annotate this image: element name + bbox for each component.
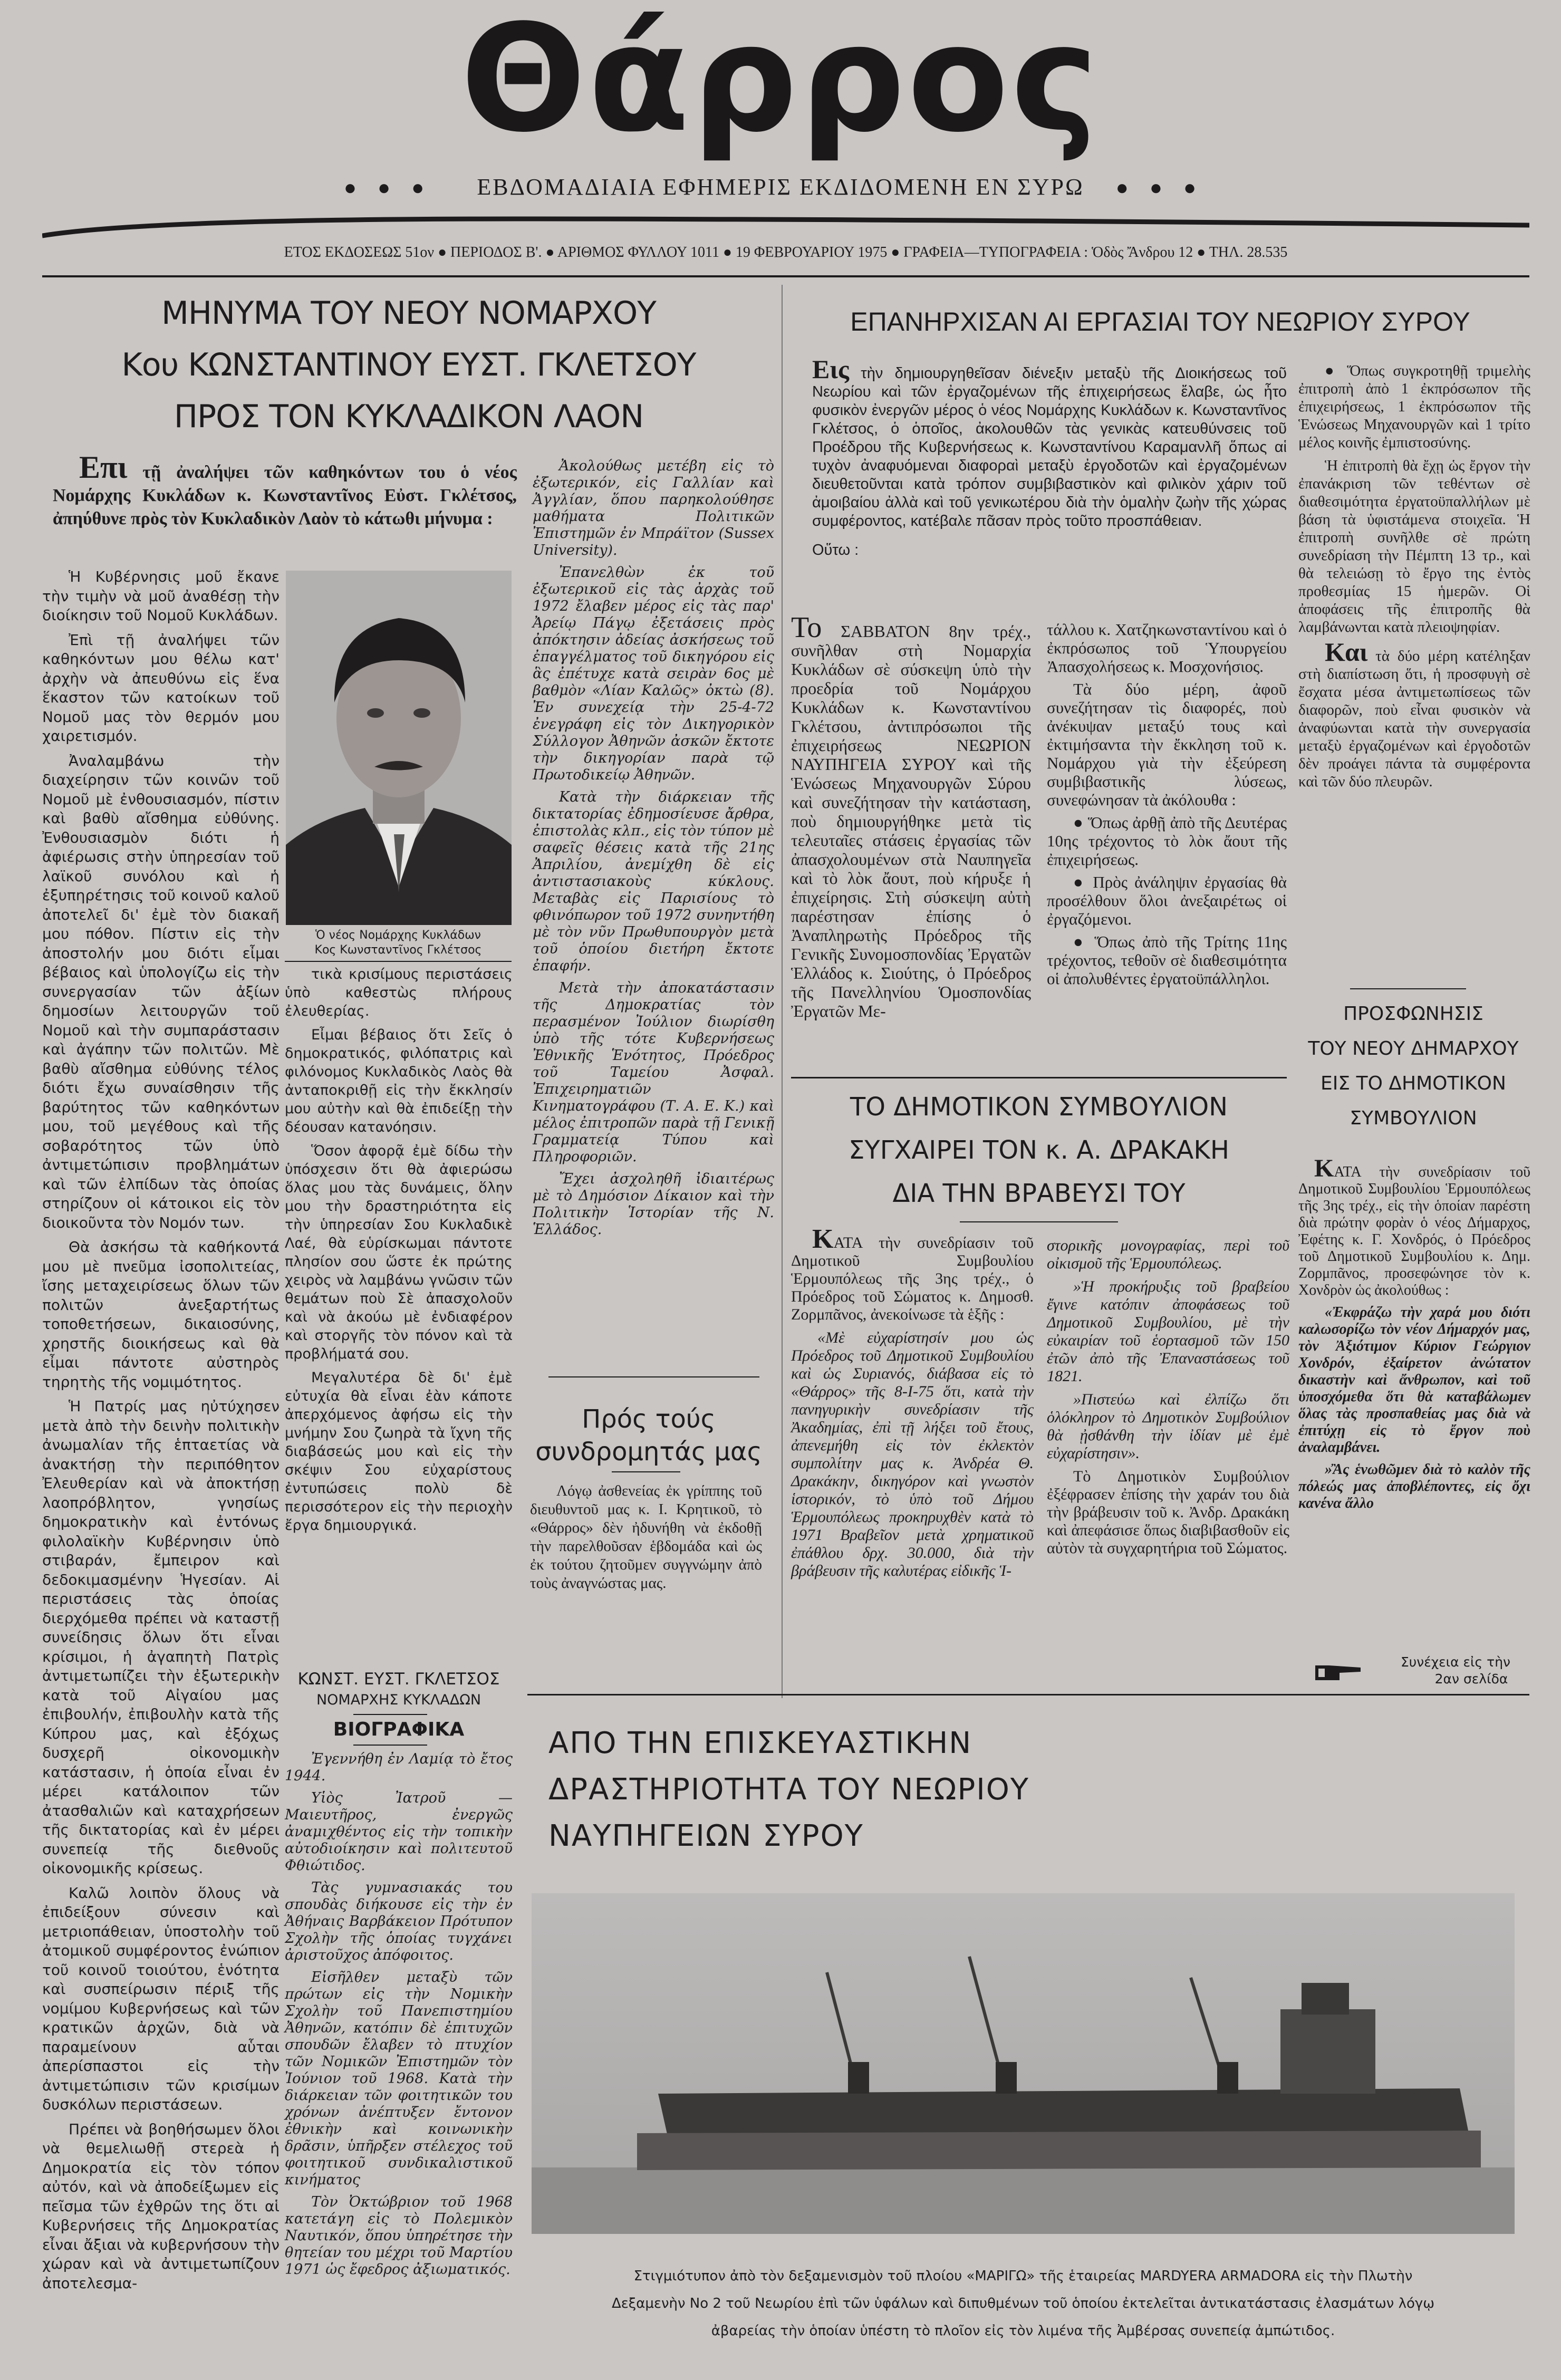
bullet-text: Ὅπως ἀπὸ τῆς Τρίτης 11ης τρέχοντος, τεθοῦν σὲ διαθεσιμότητα οἱ ἀπολυθέντες ἐργατοϋπάλληλοι.	[1047, 932, 1287, 988]
paragraph: Ἀκολούθως μετέβη εἰς τὸ ἐξωτερικόν, εἰς Γαλλίαν καὶ Ἀγγλίαν, ὅπου παρηκολούθησε μαθήματα Πολιτικῶν Ἐπιστημῶν ἐν Μπράϊτον (Sussex University).	[533, 458, 774, 558]
paragraph: ΑΤΑ τὴν συνεδρίασιν τοῦ Δημοτικοῦ Συμβουλίου Ἑρμουπόλεως τῆς 3ης τρέχ., εἰς τὴν ὁποίαν παρέστη διὰ πρώτην φορὰν ὁ νέος Δήμαρχος, Ἐφέτης κ. Γ. Χονδρός, ὁ Πρόεδρος τοῦ Δημοτικοῦ Συμβουλίου κ. Δημ. Ζορμπᾶνος, προσεφώνησε τὸν κ. Χονδρὸν ὡς ἀκολούθως :	[1298, 1164, 1530, 1298]
paragraph: τάλλου κ. Χατζηκωνσταντίνου καὶ ὁ ἐκπρόσωπος τοῦ Ὑπουργείου Ἀπασχολήσεως κ. Μοσχονήσιος.	[1047, 620, 1287, 676]
paragraph: ΑΤΑ τὴν συνεδρίασιν τοῦ Δημοτικοῦ Συμβουλίου Ἑρμουπόλεως τῆς 3ης τρέχ., ὁ Πρόεδρος τοῦ Σώματος κ. Δημοσθ. Ζορμπᾶνος, ἀνεκοίνωσε τὰ ἑξῆς :	[791, 1234, 1034, 1323]
masthead-subtitle	[0, 174, 1561, 201]
paragraph: Θὰ ἀσκήσω τὰ καθήκοντά μου μὲ πνεῦμα ἰσοπολιτείας, ἴσης μεταχειρίσεως ὅλων τῶν πολιτῶν ἀνεξαρτήτως τοποθετήσεων, δικαιοσύνης, χρηστῆς διοικήσεως καὶ θὰ εἶμαι πάντοτε αὐστηρὸς τηρητὴς τῆς νομιμότητος.	[42, 1238, 280, 1391]
bio-column-3	[533, 458, 774, 1244]
bullet-item: ● Ὅπως ἀρθῇ ἀπὸ τῆς Δευτέρας 10ης τρέχοντος τὸ λὸκ ἄουτ τῆς ἐπιχειρήσεως.	[1047, 813, 1287, 869]
subscribers-heading	[522, 1403, 775, 1468]
paragraph: Λόγῳ ἀσθενείας ἐκ γρίππης τοῦ διευθυντοῦ μας κ. Ι. Κρητικοῦ, τὸ «Θάρρος» δὲν ἠδυνήθη νὰ ἐκδοθῇ τὴν παρελθοῦσαν ἑβδομάδα καὶ ὡς ἐκ τούτου ζητοῦμεν συγγνώμην ἀπὸ τοὺς ἀναγνώστας μας.	[530, 1482, 762, 1592]
paragraph: Εἶμαι βέβαιος ὅτι Σεῖς ὁ δημοκρατικός, φιλόπατρις καὶ φιλόνομος Κυκλαδικὸς Λαὸς θὰ ἀνταποκριθῇ εἰς τὴν ἔκκλησίν μου αὐτὴν καὶ θὰ ἐπιδείξῃ τὴν δέουσαν κατανόησιν.	[285, 1027, 513, 1135]
headline-line: ΜΗΝΥΜΑ ΤΟΥ ΝΕΟΥ ΝΟΜΑΡΧΟΥ	[161, 295, 656, 332]
quote-paragraph: στορικῆς μονογραφίας, περὶ τοῦ οἰκισμοῦ τῆς Ἑρμουπόλεως.	[1047, 1237, 1289, 1272]
paragraph: Καλῶ λοιπὸν ὅλους νὰ ἐπιδείξουν σύνεσιν καὶ μετριοπάθειαν, ὑποστολὴν τοῦ ἀτομικοῦ συμφέροντος ἐνώπιον τοῦ κοινοῦ τοιούτου, ἑνότητα καὶ συσπείρωσιν πέριξ τῆς νομίμου Κυβερνήσεως καὶ τῶν κρατικῶν ἀρχῶν, διὰ νὰ παραμείνουν αὗται ἀπερίσπαστοι εἰς τὴν ἀντιμετώπισιν τῶν κρισίμων δυσκόλων περιστάσεων.	[42, 1884, 280, 2113]
paragraph: Ἡ ἐπιτροπὴ θὰ ἔχῃ ὡς ἔργον τὴν ἐπανάκριση τῶν τεθέντων σὲ διαθεσιμότητα ἐργατοϋπαλλήλων μὲ βάση τὰ ὑφιστάμενα στοιχεῖα. Ἡ ἐπιτροπὴ συνῆλθε σὲ πρώτη συνεδρίαση τὴν Πέμπτη 13 τρ., καὶ θὰ τελειώσῃ τὸ ἔργο της ἐντὸς προθεσμίας 15 ἡμερῶν. Οἱ ἀποφάσεις τῆς ἐπιτροπῆς θὰ λαμβάνωνται κατὰ πλειοψηφίαν.	[1298, 457, 1530, 635]
paragraph: ΣΑΒΒΑΤΟΝ 8ην τρέχ., συνῆλθαν στὴ Νομαρχία Κυκλάδων σὲ σύσκεψη ὑπὸ τὴν προεδρία τοῦ Νομάρχου Κυκλάδων κ. Κωνσταντίνου Γκλέτσου, ἀντιπρόσωποι τῆς ἐπιχειρήσεως ΝΕΩΡΙΟΝ ΝΑΥΠΗΓΕΙΑ ΣΥΡΟΥ καὶ τῆς Ἑνώσεως Μηχανουργῶν Σύρου καὶ συνεζήτησαν τὴν κατάσταση, ποὺ δημιουργήθηκε μετὰ τὶς τελευταῖες στάσεις ἐργασίας τῶν ἀπασχολουμένων στὰ Ναυπηγεῖα καὶ τὸ λὸκ ἄουτ, ποὺ κήρυξε ἡ ἐπιχείρησις. Στὴ σύσκεψη αὐτὴ παρέστησαν ἐπίσης ὁ Ἀναπληρωτὴς Πρόεδρος τῆς Γενικῆς Συνομοσπονδίας Ἐργατῶν Ἑλλάδος κ. Σιούτης, ὁ Πρόεδρος τῆς Πανελληνίου Ὁμοσπονδίας Ἐργατῶν Με-	[791, 622, 1031, 1020]
shipyard-column-2	[1047, 620, 1287, 988]
headline-line: ΕΙΣ ΤΟ ΔΗΜΟΤΙΚΟΝ	[1321, 1073, 1506, 1094]
divider	[612, 1471, 680, 1472]
divider	[42, 275, 1529, 277]
divider	[960, 1221, 1118, 1222]
mayor-text	[1298, 1154, 1530, 1517]
paragraph: Ἐπὶ τῇ ἀναλήψει τῶν καθηκόντων μου θέλω κατ' ἀρχὴν νὰ ἀπευθύνω εἰς ἕνα ἕκαστον τῶν κατοίκων τοῦ Νομοῦ μας τὸν θερμόν μου χαιρετισμόν.	[42, 631, 280, 745]
council-headline	[791, 1085, 1287, 1215]
headline-line: ΔΙΑ ΤΗΝ ΒΡΑΒΕΥΣΙ ΤΟΥ	[892, 1179, 1186, 1208]
continued-link[interactable]	[1382, 1654, 1529, 1688]
divider	[285, 961, 512, 962]
headline-line: ΠΡΟΣ ΤΟΝ ΚΥΚΛΑΔΙΚΟΝ ΛΑΟΝ	[174, 398, 644, 435]
paragraph: Ἡ Κυβέρνησις μοῦ ἔκανε τὴν τιμὴν νὰ μοῦ ἀναθέσῃ τὴν διοίκησιν τοῦ Νομοῦ Κυκλάδων.	[42, 568, 280, 624]
paragraph: Τὰ δύο μέρη, ἀφοῦ συνεζήτησαν τὶς διαφορές, ποὺ ἀνέκυψαν μεταξύ τους καὶ ἐκτιμήσαντα τὴν ἔκκληση τοῦ κ. Νομάρχου γιὰ τὴν ἐξεύρεση συμβιβαστικῆς λύσεως, συνεφώνησαν τὰ ἀκόλουθα :	[1047, 680, 1287, 809]
nomarch-lead	[53, 450, 517, 531]
paragraph: Υἱὸς Ἰατροῦ — Μαιευτῆρος, ἐνεργῶς ἀναμιχθέντος εἰς τὴν τοπικὴν αὐτοδιοίκησιν καὶ πολιτευτοῦ Φθιώτιδος.	[285, 1790, 513, 1874]
dots-ornament: ●●●	[343, 176, 446, 199]
subtitle-text: ΕΒΔΟΜΑΔΙΑΙΑ ΕΦΗΜΕΡΙΣ ΕΚΔΙΔΟΜΕΝΗ ΕΝ ΣΥΡΩ	[477, 174, 1084, 200]
masthead	[0, 0, 1561, 163]
paragraph: Πρέπει νὰ βοηθήσωμεν ὅλοι νὰ θεμελιωθῇ στερεὰ ἡ Δημοκρατία εἰς τὸν τόπον αὐτόν, καὶ νὰ ἀποδείξωμεν εἰς πεῖσμα τῶν ἐχθρῶν της ὅτι αἱ Κυβερνήσεις τῆς Δημοκρατίας εἶναι ἄξιαι νὰ κυβερνήσουν τὴν χώραν καὶ νὰ ἀντιμετωπίζουν ἀποτελεσμα-	[42, 2120, 280, 2292]
drop-cap: Και	[1325, 637, 1368, 667]
outo-text: Οὕτω :	[812, 542, 859, 558]
caption-line: Κος Κωνσταντῖνος Γκλέτσος	[314, 943, 482, 957]
council-column-2	[1047, 1237, 1289, 1563]
paragraph: Ἡ Πατρίς μας ηὐτύχησεν μετὰ ἀπὸ τὴν δεινὴν πολιτικὴν ἀνωμαλίαν τῆς ἑπταετίας νὰ ἀνακτήσῃ τὴν περιπόθητον Ἐλευθερίαν καὶ νὰ ἀποκτήσῃ λαοπρόβλητον, γνησίως δημοκρατικὴν καὶ ἐντόνως φιλολαϊκὴν Κυβέρνησιν ὑπὸ στιβαράν, ἔμπειρον καὶ δεδοκιμασμένην Ἡγεσίαν. Αἱ περιστάσεις τὰς ὁποίας διερχόμεθα πρέπει νὰ καταστῇ συνείδησις ὅλων ὅτι εἶναι κρίσιμοι, ἡ ἀγαπητὴ Πατρὶς ἀντιμετωπίζει τὴν ἐξωτερικὴν κατὰ τοῦ Αἰγαίου μας ἐπιβουλήν, ἐπιβουλὴν κατὰ τῆς Κύπρου μας, καὶ ἐξόχως δυσχερῆ οἰκονομικὴν κατάστασιν, ἡ ὁποία εἶναι ἐν μέρει κατάλοιπον τῶν ἀτασθαλιῶν καὶ καταχρήσεων τῆς δικτατορίας καὶ ἐν μέρει συνεπείᾳ τῆς διεθνοῦς οἰκονομικῆς κρίσεως.	[42, 1398, 280, 1877]
divider	[353, 1714, 427, 1715]
bullet-item: ● Ὅπως συγκροτηθῇ τριμελὴς ἐπιτροπὴ ἀπὸ 1 ἐκπρόσωπον τῆς ἐπιχειρήσεως, 1 ἐκπρόσωπον τῆς Ἑνώσεως Μηχανουργῶν καὶ 1 τρίτο μέλος κοινῆς ἐμπιστοσύνης.	[1298, 362, 1530, 451]
headline-line: ΣΥΜΒΟΥΛΙΟΝ	[1350, 1107, 1477, 1129]
drop-cap: Επι	[79, 450, 128, 485]
shipyard-lead	[812, 354, 1287, 560]
drop-cap: Κ	[1314, 1154, 1334, 1182]
quote-paragraph: »Πιστεύω καὶ ἐλπίζω ὅτι ὁλόκληρον τὸ Δημοτικὸν Συμβούλιον θὰ ᾐσθάνθη τὴν ἰδίαν μὲ ἐμὲ εὐχαρίστησιν».	[1047, 1391, 1289, 1462]
repair-headline	[548, 1720, 1287, 1859]
quote-paragraph: »Ἡ προκήρυξις τοῦ βραβείου ἔγινε κατόπιν ἀποφάσεως τοῦ Δημοτικοῦ Συμβουλίου, μὲ τὴν εὐκαιρίαν τοῦ ἑορτασμοῦ τῶν 150 ἐτῶν ἀπὸ τῆς Ἐπαναστάσεως τοῦ 1821.	[1047, 1278, 1289, 1385]
headline-line: ΔΡΑΣΤΗΡΙΟΤΗΤΑ ΤΟΥ ΝΕΩΡΙΟΥ	[548, 1772, 1030, 1807]
bullet-item: ● Πρὸς ἀνάληψιν ἐργασίας θὰ προσέλθουν ὅλοι ἀνεξαιρέτως οἱ ἐργαζόμενοι.	[1047, 873, 1287, 928]
issue-info-line: ΕΤΟΣ ΕΚΔΟΣΕΩΣ 51ον ● ΠΕΡΙΟΔΟΣ Β'. ● ΑΡΙΘΜΟΣ ΦΥΛΛΟΥ 1011 ● 19 ΦΕΒΡΟΥΑΡΙΟΥ 1975 ● ΓΡΑΦΕΙΑ—ΤΥΠΟΓΡΑΦΕΙΑ : Ὁδὸς Ἄνδρου 12 ● ΤΗΛ. 28.535	[284, 244, 1288, 261]
headline-line: ΤΟΥ ΝΕΟΥ ΔΗΜΑΡΧΟΥ	[1308, 1038, 1519, 1059]
lead-text: τὴν δημιουργηθεῖσαν διένεξιν μεταξὺ τῆς Διοικήσεως τοῦ Νεωρίου καὶ τῶν ἐργαζομένων τῆς ἐπιχειρήσεως ἔλαβε, ὡς ἦτο φυσικὸν ἐνεργῶν μέρος ὁ νέος Νομάρχης Κυκλάδων κ. Κωνσταντῖνος Γκλέτσος, ὁ ὁποῖος, ἀκολουθῶν τὰς γενικὰς κατευθύνσεις τοῦ Προέδρου τῆς Κυβερνήσεως κ. Κωνσταντίνου Καραμανλῆ ὅπως αἱ τυχὸν ἀναφυόμεναι διαφοραὶ μεταξὺ ἐργοδοτῶν καὶ ἐργαζομένων διευθετοῦνται κατὰ τρόπον συμβιβαστικὸν καὶ φιλικὸν χάριν τοῦ ἀμοιβαίου ἀλλὰ καὶ τοῦ γενικωτέρου διὰ τὴν ὁμαλὴν ζωὴν τῆς χώρας συμφέροντος, κατέβαλε πᾶσαν πρὸς τοῦτο προσπάθειαν.	[812, 365, 1287, 529]
mayor-headline	[1295, 997, 1532, 1136]
paragraph: Μετὰ τὴν ἀποκατάστασιν τῆς Δημοκρατίας τὸν περασμένον Ἰούλιον διωρίσθη ὑπὸ τῆς τότε Κυβερνήσεως Ἐθνικῆς Ἑνότητος, Πρόεδρος τοῦ Ταμείου Ἀσφαλ. Ἐπιχειρηματιῶν Κινηματογράφου (Τ. Α. Ε. Κ.) καὶ μέλος ἐπιτροπῶν παρὰ τῇ Γενικῇ Γραμματείᾳ Τύπου καὶ Πληροφοριῶν.	[533, 980, 774, 1165]
paragraph: Εἰσῆλθεν μεταξὺ τῶν πρώτων εἰς τὴν Νομικὴν Σχολὴν τοῦ Πανεπιστημίου Ἀθηνῶν, κατόπιν δὲ ἐπιτυχῶν σπουδῶν ἔλαβεν τὸ πτυχίον τῶν Νομικῶν Ἐπιστημῶν τὸν Ἰούνιον τοῦ 1968. Κατὰ τὴν διάρκειαν τῶν φοιτητικῶν του χρόνων ἀνέπτυξεν ἔντονον ἐθνικὴν καὶ κοινωνικὴν δρᾶσιν, ὑπῆρξεν στέλεχος τοῦ φοιτητικοῦ συνδικαλιστικοῦ κινήματος	[285, 1969, 513, 2188]
quote-paragraph: »Ἂς ἑνωθῶμεν διὰ τὸ καλὸν τῆς πόλεώς μας ἀποβλέποντες, εἰς ὄχι κανένα ἄλλο	[1298, 1461, 1530, 1511]
paragraph: Μεγαλυτέρα δὲ δι' ἐμὲ εὐτυχία θὰ εἶναι ἐὰν κάποτε ἀπερχόμενος ἀφήσω εἰς τὴν μνήμην Σου ζωηρὰ τὰ ἴχνη τῆς διαβάσεώς μου καὶ εἰς τὴν σκέψιν Σου εὐχαρίστους ἐντυπώσεις πολὺ δὲ περισσότερον εἰς τὴν περιοχὴν ἔργα δημιουργικά.	[285, 1370, 513, 1534]
headline-line: ΤΟ ΔΗΜΟΤΙΚΟΝ ΣΥΜΒΟΥΛΙΟΝ	[850, 1092, 1228, 1122]
shipyard-headline: ΕΠΑΝΗΡΧΙΣΑΝ ΑΙ ΕΡΓΑΣΙΑΙ ΤΟΥ ΝΕΩΡΙΟΥ ΣΥΡΟΥ	[850, 307, 1470, 336]
bio-column-2	[285, 1751, 513, 2283]
nomarch-column-2	[285, 965, 513, 1540]
council-column-1	[791, 1224, 1034, 1585]
quote-paragraph: «Μὲ εὐχαρίστησίν μου ὡς Πρόεδρος τοῦ Δημοτικοῦ Συμβουλίου καὶ ὡς Συριανός, διάβασα εἰς τὸ «Θάρρος» τῆς 8-Ι-75 ὅτι, κατὰ τὴν πανηγυρικὴν συνεδρίασιν τῆς Ἀκαδημίας, ἐπὶ τῇ λήξει τοῦ ἔτους, ἀπενεμήθη εἰς τὸν ἐκλεκτὸν συμπολίτην μας κ. Ἀνδρέα Θ. Δρακάκην, δικηγόρον καὶ γνωστὸν ἱστορικόν, τὸ ὑπὸ τοῦ Δήμου Ἑρμουπόλεως προκηρυχθὲν κατὰ τὸ 1971 Βραβεῖον μετὰ χρηματικοῦ ἐπάθλου δρχ. 30.000, διὰ τὴν βράβευσιν τῆς καλυτέρας εἰδικῆς Ἱ-	[791, 1329, 1034, 1579]
signature	[285, 1669, 513, 1711]
headline-line: Κου ΚΩΝΣΤΑΝΤΙΝΟΥ ΕΥΣΤ. ΓΚΛΕΤΣΟΥ	[121, 346, 696, 383]
dots-ornament: ●●●	[1115, 176, 1218, 199]
caption-line: Στιγμιότυπον ἀπὸ τὸν δεξαμενισμὸν τοῦ πλοίου «ΜΑΡΙΓΩ» τῆς ἑταιρείας MARDYERA ARMADORA εἰς τὴν Πλωτὴν	[633, 2268, 1413, 2284]
bullet-item: ● Ὅπως ἀπὸ τῆς Τρίτης 11ης τρέχοντος, τεθοῦν σὲ διαθεσιμότητα οἱ ἀπολυθέντες ἐργατοϋπάλληλοι.	[1047, 932, 1287, 988]
paragraph: Ἔχει ἀσχοληθῆ ἰδιαιτέρως μὲ τὸ Δημόσιον Δίκαιον καὶ τὴν Πολιτικὴν Ἱστορίαν τῆς Ν. Ἑλλάδος.	[533, 1171, 774, 1238]
divider	[548, 1376, 759, 1377]
column-rule	[782, 285, 783, 1698]
heading-line: Πρός τούς	[582, 1404, 716, 1434]
paragraph: Τὸν Ὀκτώβριον τοῦ 1968 κατετάγη εἰς τὸ Πολεμικὸν Ναυτικόν, ὅπου ὑπηρέτησε τὴν θητείαν του μέχρι τοῦ Μαρτίου 1971 ὡς ἔφεδρος ἀξιωματικός.	[285, 2194, 513, 2278]
signature-name: ΚΩΝΣΤ. ΕΥΣΤ. ΓΚΛΕΤΣΟΣ	[297, 1670, 500, 1689]
paragraph: Κατὰ τὴν διάρκειαν τῆς δικτατορίας ἐδημοσίευσε ἄρθρα, ἐπιστολὰς κλπ., εἰς τὸν τύπον μὲ σαφεῖς θέσεις κατὰ τῆς 21ης Ἀπριλίου, ἀνεμίχθη δὲ εἰς ἀντιστασιακοὺς κύκλους. Μεταβὰς εἰς Παρισίους τὸ φθινόπωρον τοῦ 1972 συνηντήθη μὲ τὸν νῦν Πρωθυπουργὸν μετὰ τοῦ ὁποίου διετήρη ἔκτοτε ἐπαφήν.	[533, 789, 774, 974]
ship-photo-caption	[533, 2262, 1514, 2345]
bullet-text: Πρὸς ἀνάληψιν ἐργασίας θὰ προσέλθουν ὅλοι ἀνεξαιρέτως οἱ ἐργαζόμενοι.	[1047, 873, 1287, 928]
newspaper-logo: Θάρρος	[460, 0, 1101, 165]
paragraph: Ἐπανελθὼν ἐκ τοῦ ἐξωτερικοῦ εἰς τὰς ἀρχὰς τοῦ 1972 ἔλαβεν μέρος εἰς τὰς παρ' Ἀρείῳ Πάγῳ ἐξετάσεις πρὸς ἀπόκτησιν ἀδείας ἀσκήσεως τοῦ ἐπαγγέλματος τοῦ δικηγόρου εἰς ἃς ἐπέτυχε κατὰ σειρὰν 6ος μὲ βαθμὸν «Λίαν Καλῶς» ὀκτὼ (8). Ἐν συνεχείᾳ τὴν 25-4-72 ἐνεγράφη εἰς τὸν Δικηγορικὸν Σύλλογον Ἀθηνῶν ἀσκῶν ἔκτοτε τὴν δικηγορίαν παρὰ τῷ Πρωτοδικείῳ Ἀθηνῶν.	[533, 564, 774, 783]
bullet-text: Ὅπως ἀρθῇ ἀπὸ τῆς Δευτέρας 10ης τρέχοντος τὸ λὸκ ἄουτ τῆς ἐπιχειρήσεως.	[1047, 813, 1287, 869]
divider	[1350, 988, 1466, 989]
headline-line: ΑΠΟ ΤΗΝ ΕΠΙΣΚΕΥΑΣΤΙΚΗΝ	[548, 1726, 972, 1760]
paragraph: τικὰ κρισίμους περιστάσεις ὑπὸ καθεστὼς πλήρους ἐλευθερίας.	[285, 966, 513, 1019]
divider	[791, 1077, 1287, 1078]
shipyard-column-1	[791, 611, 1031, 1020]
headline-line: ΠΡΟΣΦΩΝΗΣΙΣ	[1343, 1003, 1483, 1025]
caption-line: Ὁ νέος Νομάρχης Κυκλάδων	[315, 929, 481, 942]
paragraph: Τὰς γυμνασιακάς του σπουδὰς διήκουσε εἰς τὴν ἐν Ἀθήναις Βαρβάκειον Πρότυπον Σχολὴν τῆς ὁποίας τυγχάνει ἀριστοῦχος ἀπόφοιτος.	[285, 1880, 513, 1963]
drop-cap: Το	[791, 611, 822, 644]
wavy-rule	[42, 214, 1529, 240]
drop-cap: Κ	[812, 1224, 834, 1254]
signature-title: ΝΟΜΑΡΧΗΣ ΚΥΚΛΑΔΩΝ	[316, 1692, 481, 1708]
bio-heading: ΒΙΟΓΡΑΦΙΚΑ	[333, 1719, 465, 1740]
paragraph: Ἐγεννήθη ἐν Λαμίᾳ τὸ ἔτος 1944.	[285, 1751, 513, 1784]
continued-line: Συνέχεια εἰς τὴν	[1400, 1654, 1511, 1670]
caption-line: Δεξαμενὴν Νο 2 τοῦ Νεωρίου ἐπὶ τῶν ὑφάλων καὶ διπυθμένων τοῦ ὁποίου ἐκτελεῖται ἀντικατάστασις ἐλασμάτων λόγῳ	[611, 2296, 1435, 2311]
caption-line: ἀβαρείας τὴν ὁποίαν ὑπέστη τὸ πλοῖον εἰς τὸν λιμένα τῆς Ἀμβέρσας συνεπείᾳ ἀμπώτιδος.	[711, 2323, 1335, 2339]
paragraph: Ἀναλαμβάνω τὴν διαχείρησιν τῶν κοινῶν τοῦ Νομοῦ μὲ ἐνθουσιασμόν, πίστιν καὶ βαθὺ αἴσθημα εὐθύνης. Ἐνθουσιασμὸν διότι ἡ ἀφιέρωσις στὴν ὑπηρεσίαν τοῦ λαϊκοῦ συνόλου καὶ ἡ ἐξυπηρέτησις τοῦ κοινοῦ καλοῦ ἀποτελεῖ δι' ἐμὲ τὸν διακαῆ μου πόθον. Πίστιν εἰς τὴν ἀποστολήν μου διότι εἶμαι βέβαιος καὶ ὑπολογίζω εἰς τὴν συνεργασίαν τῶν ἀξίων δημοσίων λειτουργῶν τοῦ Νομοῦ καὶ τὴν συμπαράστασιν καὶ ἀγάπην τῶν πολιτῶν. Μὲ βαθὺ αἴσθημα εὐθύνης τέλος διότι ἔχω συναίσθησιν τῆς βαρύτητος τῶν καθηκόντων μου, τοῦ μεγέθους καὶ τῆς σοβαρότητος τῶν ὑπὸ ἀντιμετώπισιν προβλημάτων καὶ τῶν ἐλπίδων τὰς ὁποίας στηρίζουν οἱ κάτοικοι εἰς τὸν διοικοῦντα τὸν Νομόν των.	[42, 751, 280, 1231]
divider	[353, 1745, 427, 1746]
bullet-text: Ὅπως συγκροτηθῇ τριμελὴς ἐπιτροπὴ ἀπὸ 1 ἐκπρόσωπον τῆς ἐπιχειρήσεως, 1 ἐκπρόσωπον τῆς Ἑνώσεως Μηχανουργῶν καὶ 1 τρίτο μέλος κοινῆς ἐμπιστοσύνης.	[1298, 362, 1530, 451]
quote-paragraph: «Ἐκφράζω τὴν χαρά μου διότι καλωσορίζω τὸν νέον Δήμαρχόν μας, τὸν Ἀξιότιμον Κύριον Γεώργιον Χονδρόν, ἐξαίρετον ἀνώτατον δικαστὴν καὶ ἄνθρωπον, καὶ τοῦ ὑποσχόμεθα ὅτι θὰ καταβάλωμεν ὅλας τὰς προσπαθείας μας διὰ νὰ ἐπιτύχῃ εἰς τὸ ἔργον ποὺ ἀναλαμβάνει.	[1298, 1304, 1530, 1456]
paragraph: Ὅσον ἀφορᾷ ἐμὲ δίδω τὴν ὑπόσχεσιν ὅτι θὰ ἀφιερώσω ὅλας μου τὰς δυνάμεις, ὅλην μου τὴν δραστηριότητα εἰς τὴν ὑπηρεσίαν Σου Κυκλαδικὲ Λαέ, θὰ εὑρίσκωμαι πάντοτε πλησίον σου ὥστε ἐκ πρώτης χειρὸς νὰ λαμβάνω γνῶσιν τῶν θεμάτων ποὺ Σὲ ἀπασχολοῦν καὶ νὰ ἀκούω μὲ ἐνδιαφέρον καὶ στοργῆς τὸν πόνον καὶ τὰ προβλήματά σου.	[285, 1143, 513, 1362]
portrait-caption	[285, 928, 512, 958]
nomarch-portrait-photo	[286, 571, 512, 925]
paragraph: τὰ δύο μέρη κατέληξαν στὴ διαπίστωση ὅτι, ἡ προσφυγὴ σὲ ἔσχατα μέσα ἀντιμετωπίσεως τῶν διαφορῶν, ποὺ εἶναι φυσικὸν νὰ ἀναφύωνται κατὰ τὴν συνεργασία μεταξὺ ἐργαζομένων καὶ ἐργοδοτῶν δὲν προάγει πάντα τὰ συμφέροντα καὶ τῶν δύο πλευρῶν.	[1298, 648, 1531, 790]
drop-cap: Εις	[812, 354, 849, 384]
nomarch-column-1	[42, 567, 280, 2298]
heading-line: συνδρομητάς μας	[535, 1437, 762, 1467]
subscribers-text	[530, 1482, 762, 1598]
shipyard-column-3	[1298, 362, 1530, 796]
continued-line: 2αν σελίδα	[1434, 1671, 1508, 1687]
lead-text: τῇ ἀναλήψει τῶν καθηκόντων του ὁ νέος Νομάρχης Κυκλάδων κ. Κωνσταντῖνος Εὐστ. Γκλέτσος, ἀπηύθυνε πρὸς τὸν Κυκλαδικὸν Λαὸν τὸ κάτωθι μήνυμα :	[53, 462, 517, 528]
paragraph: Τὸ Δημοτικὸν Συμβούλιον ἐξέφρασεν ἐπίσης τὴν χαράν του διὰ τὴν βράβευσιν τοῦ κ. Ἀνδρ. Δρακάκη καὶ ἀπεφάσισε ὅπως διαβιβασθοῦν εἰς αὐτὸν τὰ συγχαρητήρια τοῦ Σώματος.	[1047, 1468, 1289, 1557]
pointing-hand-icon	[1313, 1661, 1366, 1682]
headline-line: ΣΥΓΧΑΙΡΕΙ ΤΟΝ κ. Α. ΔΡΑΚΑΚΗ	[849, 1135, 1229, 1165]
ship-drydock-photo	[532, 1893, 1515, 2234]
headline-line: ΝΑΥΠΗΓΕΙΩΝ ΣΥΡΟΥ	[548, 1819, 864, 1853]
divider	[527, 1694, 1529, 1695]
nomarch-headline	[47, 287, 770, 442]
